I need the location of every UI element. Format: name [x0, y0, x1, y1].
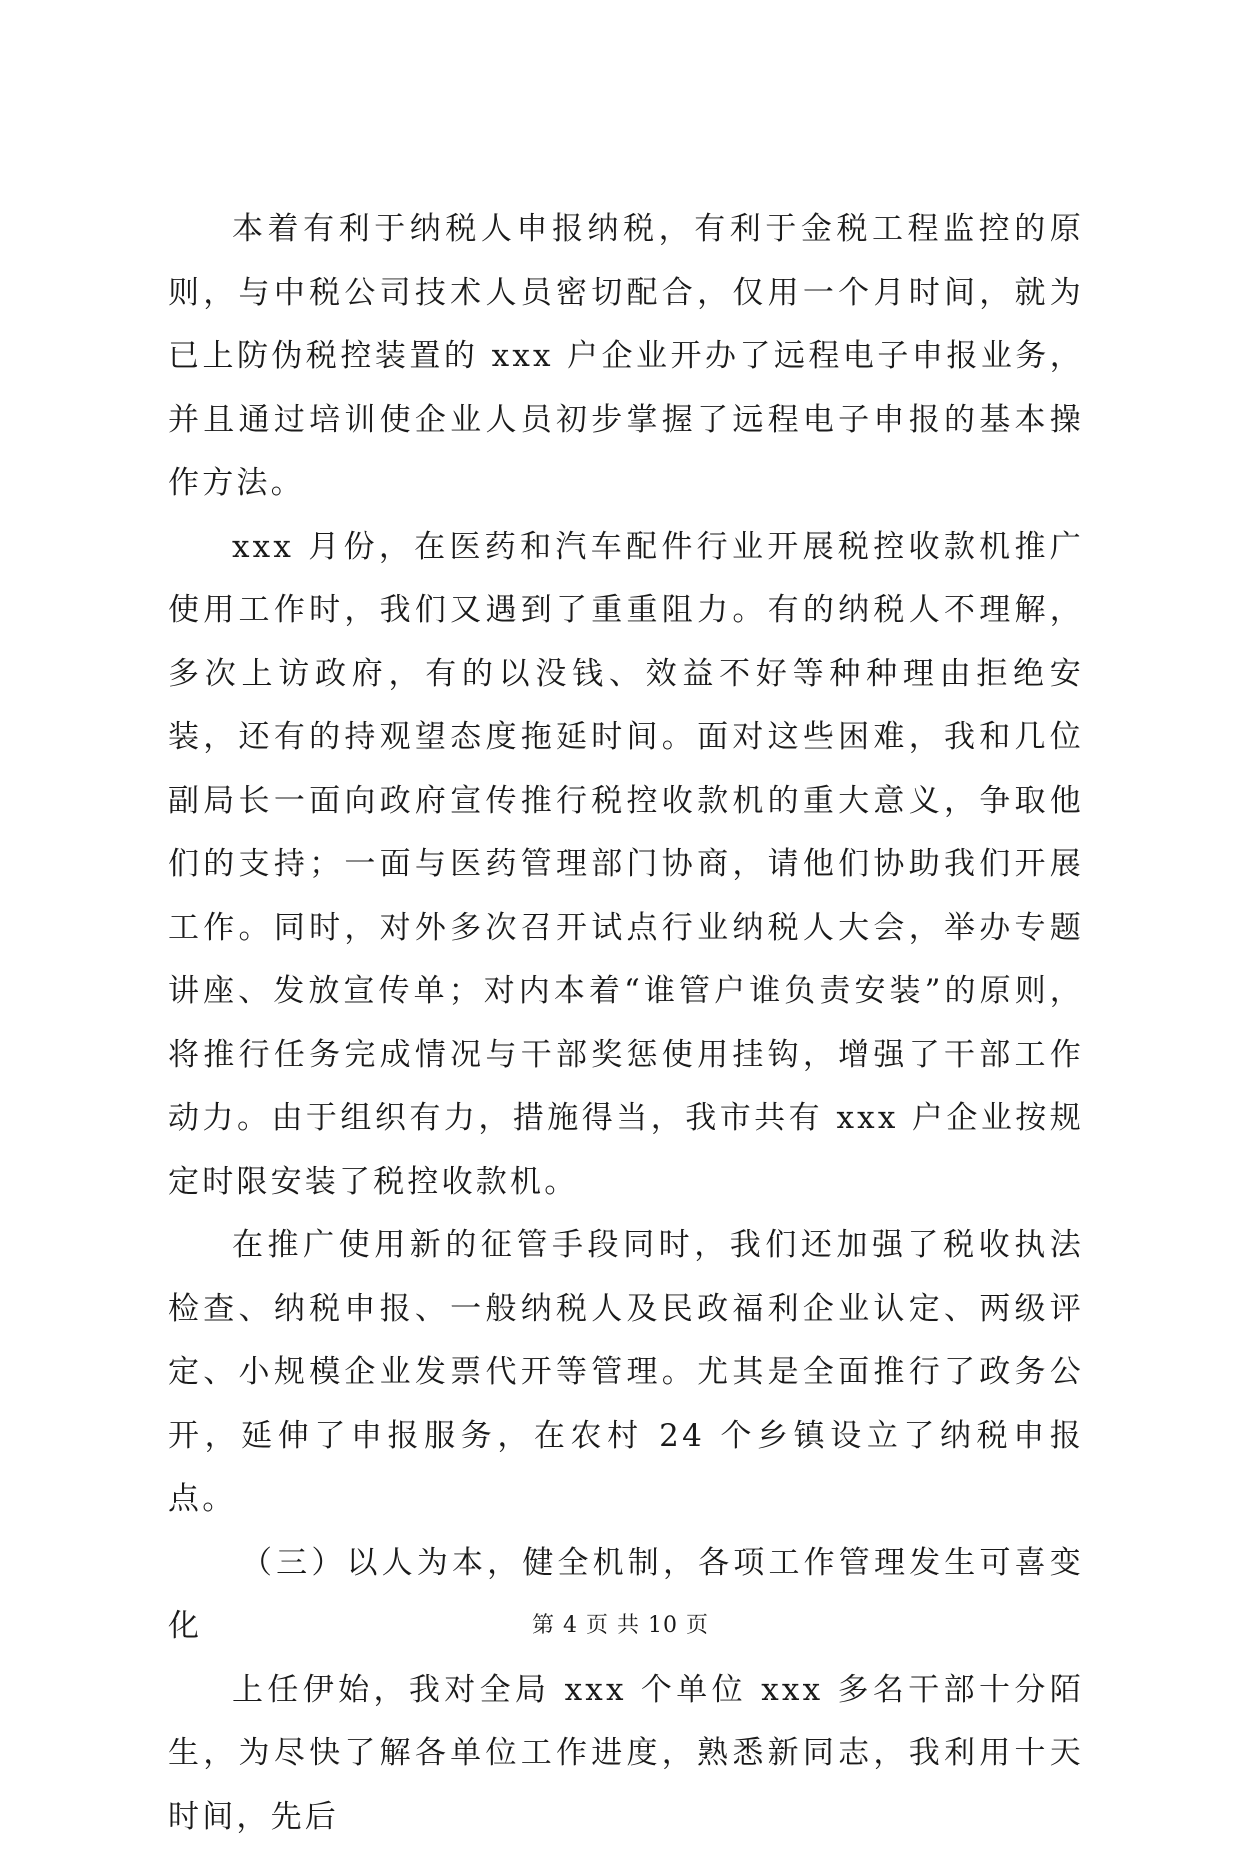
paragraph-cash-register: xxx 月份，在医药和汽车配件行业开展税控收款机推广使用工作时，我们又遇到了重重阻力。有的纳税人不理解，多次上访政府，有的以没钱、效益不好等种种理由拒绝安装，还有的持观望态度拖延时间。面对这些困难，我和几位副局长一面向政府宣传推行税控收款机的重大意义，争取他们的支持；一面与医药管理部门协商，请他们协助我们开展工作。同时，对外多次召开试点行业纳税人大会，举办专题讲座、发放宣传单；对内本着“谁管户谁负责安装”的原则，将推行任务完成情况与干部奖惩使用挂钩，增强了干部工作动力。由于组织有力，措施得当，我市共有 xxx 户企业按规定时限安装了税控收款机。 — [168, 516, 1084, 1215]
paragraph-onboarding: 上任伊始，我对全局 xxx 个单位 xxx 多名干部十分陌生，为尽快了解各单位工作进度，熟悉新同志，我利用十天时间，先后 — [168, 1659, 1084, 1849]
section-heading: （三）以人为本，健全机制，各项工作管理发生可喜变化 — [168, 1532, 1084, 1659]
page-footer: 第 4 页 共 10 页 — [0, 1608, 1241, 1639]
paragraph-e-filing: 本着有利于纳税人申报纳税，有利于金税工程监控的原则，与中税公司技术人员密切配合，仅用一个月时间，就为已上防伪税控装置的 xxx 户企业开办了远程电子申报业务，并且通过培训使企业人员初步掌握了远程电子申报的基本操作方法。 — [168, 198, 1084, 516]
document-body — [168, 198, 1084, 1849]
paragraph-enforcement: 在推广使用新的征管手段同时，我们还加强了税收执法检查、纳税申报、一般纳税人及民政福利企业认定、两级评定、小规模企业发票代开等管理。尤其是全面推行了政务公开，延伸了申报服务，在农村 24 个乡镇设立了纳税申报点。 — [168, 1214, 1084, 1532]
